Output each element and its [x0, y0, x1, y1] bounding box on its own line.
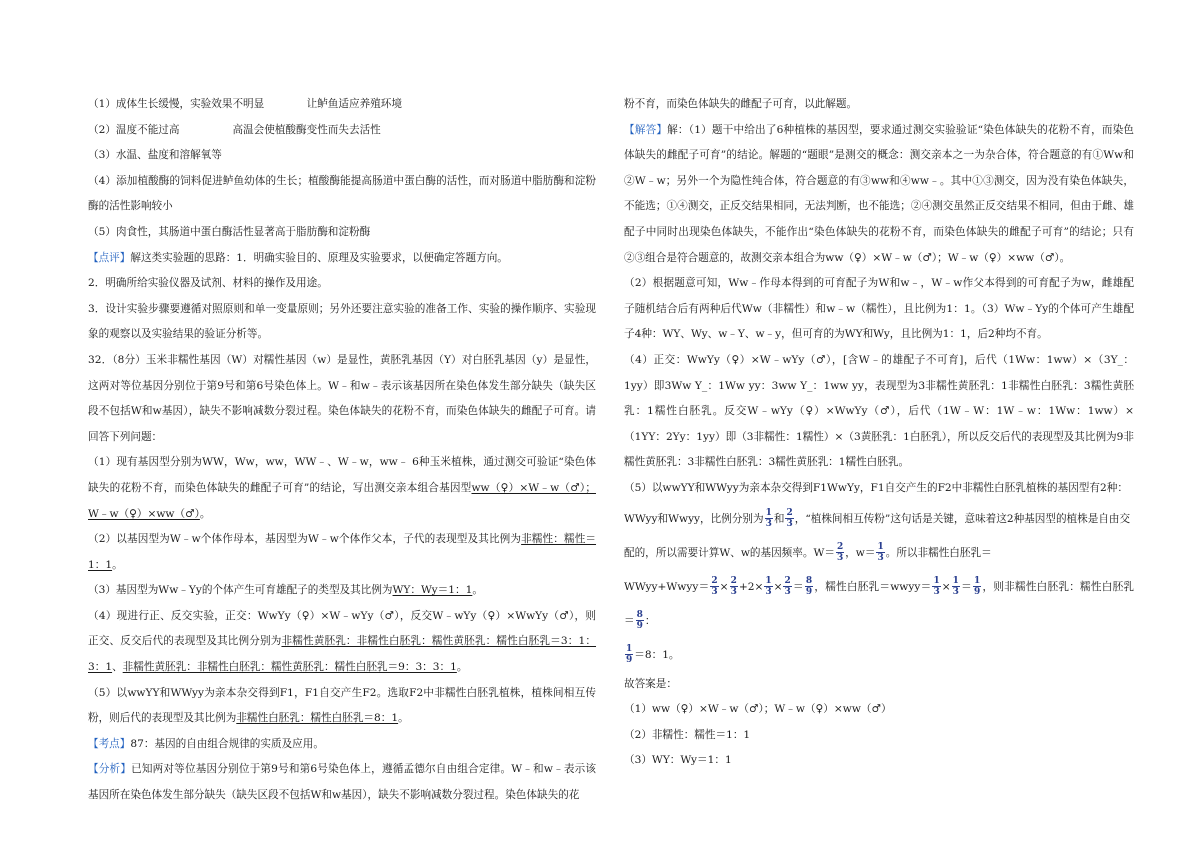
final-answer-1: （1）ww（♀）×W﹣w（♂）；W﹣w（♀）×ww（♂） — [624, 703, 892, 716]
jieda-paragraph-3: （4）正交：WwYy（♀）×W﹣wYy（♂），[含W﹣的雄配子不可育]，后代（1Ww：1ww）×（3Y_：1yy）即3Ww Y_：1Ww yy：3ww Y_：1ww yy，表现型为3非糯性黄胚乳：1非糯性白胚乳：3糯性黄胚乳：1糯性白胚乳。反交W﹣wYy（♀）×WwYy（♂），后代（1W﹣W：1W﹣w：1Ww：1ww）×（1YY：2Yy：1yy）即（3非糯性：1糯性）×（3黄胚乳：1白胚乳），所以反交后代的表现型及其比例为9非糯性黄胚乳：3非糯性白胚乳：3糯性黄胚乳：1糯性白胚乳。 — [624, 353, 1134, 469]
frac-c2: $\frac{1}{9}$ — [626, 644, 633, 665]
ratio-label: ，则非糯性白胚乳：糯性白胚乳＝ — [624, 580, 1135, 627]
w-label: ，w＝ — [845, 546, 876, 559]
fraction-one-third: $\frac{1}{3}$ — [765, 508, 772, 529]
jieda-paragraph-6 — [624, 536, 1134, 570]
left-column — [88, 92, 596, 809]
question-32-part-5: （5）以wwYY和WWyy为亲本杂交得到F1，F1自交产生F2。选取F2中非糯性白胚乳植株，植株间相互传粉，则后代的表现型及其比例为非糯性白胚乳：糯性白胚乳＝8：1。 — [88, 686, 596, 725]
question-32-stem: 32．（8分）玉米非糯性基因（W）对糯性基因（w）是显性，黄胚乳基因（Y）对白胚乳基因（y）是显性，这两对等位基因分别位于第9号和第6号染色体上。W﹣和w﹣表示该基因所在染色体发生部分缺失（缺失区段不包括W和w基因），缺失不影响减数分裂过程。染色体缺失的花粉不育，而染色体缺失的雌配子可育。请回答下列问题： — [88, 353, 596, 443]
fraction-w-lower-freq: $\frac{1}{3}$ — [877, 542, 884, 563]
part-2-text: （2）以基因型为W﹣w个体作母本，基因型为W﹣w个体作父本，子代的表现型及其比例为 — [88, 533, 522, 546]
frac-b3: $\frac{1}{9}$ — [973, 576, 981, 597]
glutinous-label: ，糯性白胚乳＝wwyy＝ — [814, 580, 932, 593]
jieda-paragraph-7: WWyy+Wwyy＝ $\frac{2}{3}$ × $\frac{2}{3}$ +2× $\frac{1}{3}$ × $\frac{2}{3}$ ＝ $\frac{8}{9}$ ，糯性白胚乳＝wwyy＝ $\frac{1}{3}$ × $\frac{1}{3}$ ＝ $\frac{1}{9}$ ，则非糯性白胚乳：糯性白胚乳＝ $\frac{8}{9}$ ： — [624, 576, 1135, 631]
fenxi-paragraph — [88, 757, 596, 808]
frac-b1: $\frac{1}{3}$ — [933, 576, 940, 597]
part-5-text: （5）以wwYY和WWyy为亲本杂交得到F1，F1自交产生F2。选取F2中非糯性白胚乳植株，植株间相互传粉，则后代的表现型及其比例为 — [88, 686, 596, 725]
jieda-tag: 【解答】 — [624, 123, 668, 136]
jieda-paragraph-1 — [624, 118, 1134, 272]
kaodian-paragraph — [88, 732, 596, 758]
final-ratio: ＝8：1。 — [634, 648, 680, 661]
part-3-answer: WY：Wy＝1：1 — [392, 584, 473, 597]
tip-line-2: 2．明确所给实验仪器及试剂、材料的操作及用途。 — [88, 277, 328, 290]
fenxi-tag: 【分析】 — [88, 763, 132, 776]
frac-a1: $\frac{2}{3}$ — [711, 576, 718, 597]
tip-line-3: 3．设计实验步骤要遵循对照原则和单一变量原则；另外还要注意实验的准备工作、实验的操作顺序、实验现象的观察以及实验结果的验证分析等。 — [88, 302, 596, 341]
dianping-text: 解这类实验题的思路：1．明确实验目的、原理及实验要求，以便确定答题方向。 — [130, 251, 508, 264]
fenxi-text: 已知两对等位基因分别位于第9号和第6号染色体上，遵循孟德尔自由组合定律。W﹣和w﹣表示该基因所在染色体发生部分缺失（缺失区段不包括W和w基因），缺失不影响减数分裂过程。染色体缺失的花 — [88, 763, 596, 802]
part-4-text: （4）现进行正、反交实验，正交：WwYy（♀）×W﹣wYy（♂），反交W﹣wYy（♀）×WwYy（♂），则正交、反交后代的表现型及其比例分别为 — [88, 609, 596, 648]
dianping-tag: 【点评】 — [88, 251, 131, 264]
answer-line-5: （5）肉食性，其肠道中蛋白酶活性显著高于脂肪酶和淀粉酶 — [88, 225, 371, 238]
frac-b2: $\frac{1}{3}$ — [952, 576, 959, 597]
part-1-text: （1）现有基因型分别为WW，Ww，ww，WW﹣、W﹣w，ww﹣ 6种玉米植株，通过测交可验证“染色体缺失的花粉不育，而染色体缺失的雌配子可育”的结论，写出测交亲本组合基因型 — [88, 456, 596, 494]
answer-line-3: （3）水温、盐度和溶解氧等 — [88, 149, 222, 162]
question-32-part-2: （2）以基因型为W﹣w个体作母本，基因型为W﹣w个体作父本，子代的表现型及其比例为非糯性：糯性＝1：1。 — [88, 533, 597, 571]
right-column — [624, 92, 1134, 774]
final-answer-3: （3）WY：Wy＝1：1 — [624, 754, 732, 767]
question-32-part-4: （4）现进行正、反交实验，正交：WwYy（♀）×W﹣wYy（♂），反交W﹣wYy（♀）×WwYy（♂），则正交、反交后代的表现型及其比例分别为非糯性黄胚乳：非糯性白胚乳：糯性黄胚乳：糯性白胚乳＝3：1：3：1、非糯性黄胚乳：非糯性白胚乳：糯性黄胚乳：糯性白胚乳＝9：3：3：1。 — [88, 609, 597, 674]
kaodian-tag: 【考点】 — [88, 737, 131, 750]
final-answer-2: （2）非糯性：糯性＝1：1 — [624, 728, 751, 741]
jieda-paragraph-4: （5）以wwYY和WWyy为亲本杂交得到F1WwYy，F1自交产生的F2中非糯性白胚乳植株的基因型有2种： — [624, 481, 1128, 494]
fenxi-continued: 粉不育，而染色体缺失的雌配子可育，以此解题。 — [624, 98, 858, 110]
white-label: 。所以非糯性白胚乳＝ — [885, 546, 992, 559]
answers-heading: 故答案是： — [624, 677, 677, 690]
frac-a5: $\frac{8}{9}$ — [805, 576, 813, 597]
dianping-paragraph — [88, 246, 596, 272]
part-3-text: （3）基因型为Ww﹣Yy的个体产生可育雄配子的类型及其比例为 — [88, 584, 393, 597]
answer-line-1: （1）成体生长缓慢，实验效果不明显 让鲈鱼适应养殖环境 — [88, 98, 402, 110]
sum-label: WWyy+Wwyy＝ — [624, 580, 710, 593]
frequency-text: 配的，所以需要计算W、w的基因频率。W＝ — [624, 546, 835, 559]
jieda-paragraph-2: （2）根据题意可知，Ww﹣作母本得到的可育配子为W和w﹣，W﹣w作父本得到的可育配子为w，雌雄配子随机结合后有两种后代Ww（非糯性）和w﹣w（糯性），且比例为1：1。（3）Ww﹣Yy的个体可产生雄配子4种：WY、Wy、w﹣Y、w﹣y，但可育的为WY和Wy，且比例为1：1，后2种均不育。 — [624, 277, 1134, 341]
part-5-answer: 非糯性白胚乳：糯性白胚乳＝8：1 — [236, 712, 399, 725]
fraction-w-freq: $\frac{2}{3}$ — [836, 542, 844, 563]
kaodian-text: 87：基因的自由组合规律的实质及应用。 — [130, 737, 324, 750]
question-32-part-1: （1）现有基因型分别为WW，Ww，ww，WW﹣、W﹣w，ww﹣ 6种玉米植株，通过测交可验证“染色体缺失的花粉不育，而染色体缺失的雌配子可育”的结论，写出测交亲本组合基因型ww（♀）×W﹣w（♂）；W﹣w（♀）×ww（♂）。 — [88, 456, 596, 520]
frac-a3: $\frac{1}{3}$ — [765, 576, 772, 597]
frac-a2: $\frac{2}{3}$ — [730, 576, 737, 597]
question-32-part-3: （3）基因型为Ww﹣Yy的个体产生可育雄配子的类型及其比例为WY：Wy＝1：1。 — [88, 584, 483, 597]
fraction-two-thirds: $\frac{2}{3}$ — [786, 508, 793, 529]
frac-c1: $\frac{8}{9}$ — [636, 610, 643, 631]
part-1-answer: ww（♀）×W﹣w（♂）；W﹣w（♀）×ww（♂） — [88, 481, 596, 520]
part-4-answer-a: 非糯性黄胚乳：非糯性白胚乳：糯性黄胚乳：糯性白胚乳＝3：1：3：1 — [88, 635, 597, 674]
jieda-paragraph-8 — [624, 638, 1134, 672]
part-2-answer: 非糯性：糯性＝1：1 — [88, 533, 597, 571]
frac-a4: $\frac{2}{3}$ — [784, 576, 791, 597]
answer-line-2: （2）温度不能过高 高温会使植酸酶变性而失去活性 — [88, 123, 381, 136]
answer-line-4: （4）添加植酸酶的饲料促进鲈鱼幼体的生长；植酸酶能提高肠道中蛋白酶的活性，而对肠道中脂肪酶和淀粉酶的活性影响较小 — [88, 174, 596, 213]
ratio-text: WWyy和Wwyy，比例分别为 — [624, 512, 764, 525]
jieda-text-1: 解：（1）题干中给出了6种植株的基因型，要求通过测交实验验证“染色体缺失的花粉不育，而染色体缺失的雌配子可育”的结论。解题的“题眼”是测交的概念：测交亲本之一为杂合体，符合题意的有①Ww和②W﹣w；另外一个为隐性纯合体，符合题意的有③ww和④ww﹣。其中①③测交，因为没有染色体缺失，不能选；①④测交，正反交结果相同，无法判断，也不能选；②④测交虽然正反交结果不相同，但由于雌、雄配子中同时出现染色体缺失，不能作出“染色体缺失的花粉不育，而染色体缺失的雌配子可育”的结论；只有②③组合是符合题意的，故测交亲本组合为ww（♀）×W﹣w（♂）；W﹣w（♀）×ww（♂）。 — [624, 123, 1135, 264]
part-4-answer-b: 非糯性黄胚乳：非糯性白胚乳：糯性黄胚乳：糯性白胚乳＝9：3：3：1 — [122, 661, 457, 674]
key-sentence: “植株间相互传粉”这句话是关键，意味着这2种基因型的植株是自由交 — [805, 512, 1131, 525]
jieda-paragraph-5: WWyy和Wwyy，比例分别为 $\frac{1}{3}$ 和 $\frac{2}{3}$ ，“植株间相互传粉”这句话是关键，意味着这2种基因型的植株是自由交 — [624, 508, 1131, 529]
